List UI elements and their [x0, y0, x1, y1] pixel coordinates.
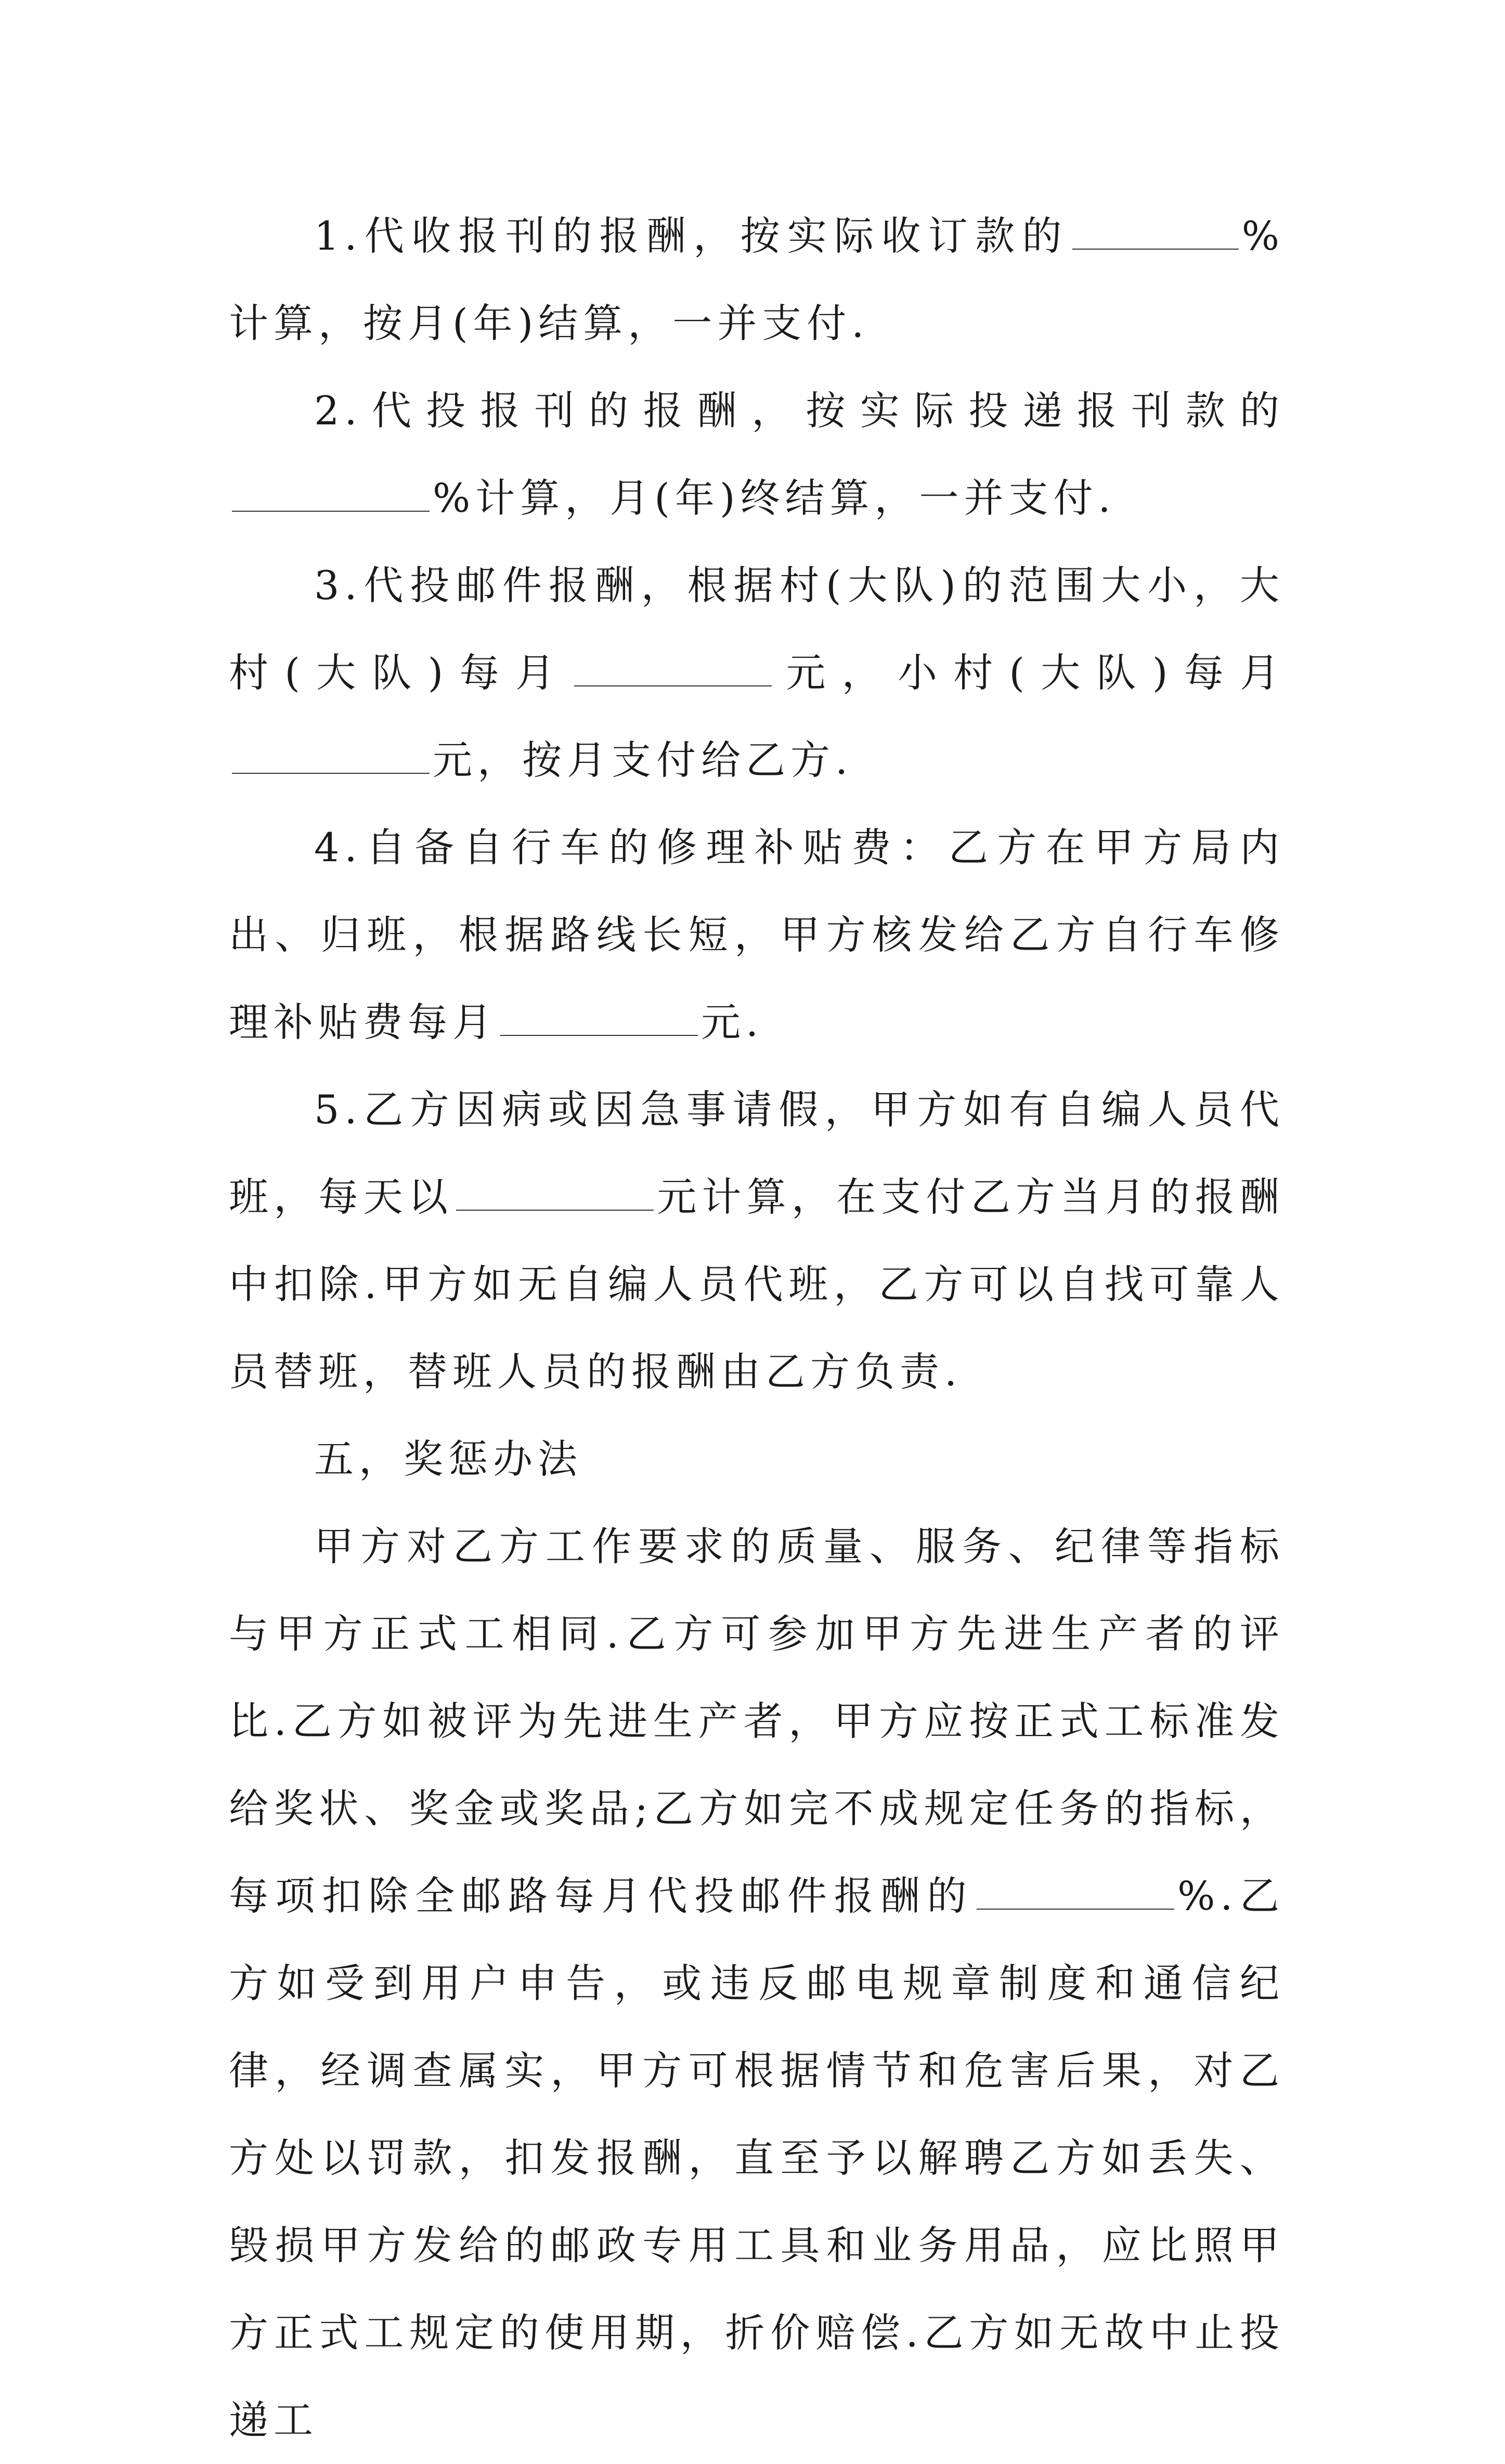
clause-5-text-b: 元计算，在支付乙方当月的报酬中扣除.甲方如无自编人员代班，乙方可以自找可靠人员替班，替班人员的报酬由乙方负责.	[229, 1174, 1285, 1395]
clause-5-text-a: 5.乙方因病或因急事请假，甲方如有自编人员代班，每天以	[229, 1086, 1285, 1220]
clause-4-paragraph	[229, 804, 1285, 1066]
clause-2-paragraph	[229, 367, 1285, 542]
blank-line	[574, 654, 772, 686]
blank-line	[456, 1178, 654, 1211]
section-5-text-a: 甲方对乙方工作要求的质量、服务、纪律等指标与甲方正式工相同.乙方可参加甲方先进生产者的评比.乙方如被评为先进生产者，甲方应按正式工标准发给奖状、奖金或奖品;乙方如完不成规定任务的指标，每项扣除全邮路每月代投邮件报酬的	[229, 1523, 1285, 1919]
section-5-text-b: %.乙方如受到用户申告，或违反邮电规章制度和通信纪律，经调查属实，甲方可根据情节和危害后果，对乙方处以罚款，扣发报酬，直至予以解聘乙方如丢失、毁损甲方发给的邮政专用工具和业务用品，应比照甲方正式工规定的使用期，折价赔偿.乙方如无故中止投递工	[229, 1873, 1285, 2443]
clause-2-text-a: 2.代投报刊的报酬，按实际投递报刊款的	[314, 387, 1285, 434]
section-heading: 五，奖惩办法	[314, 1436, 582, 1482]
clause-3-text-c: 元，按月支付给乙方.	[433, 737, 853, 783]
blank-line	[232, 479, 430, 512]
blank-line	[500, 1004, 698, 1036]
blank-line	[232, 742, 430, 774]
clause-3-text-a: 3.代投邮件报酬，根据村(大队)的范围大小，大村(大队)每月	[229, 562, 1285, 696]
section-5-paragraph	[229, 1503, 1285, 2464]
document-page	[229, 192, 1285, 2464]
blank-line	[1072, 217, 1239, 250]
clause-5-paragraph	[229, 1066, 1285, 1416]
clause-4-text-a: 4.自备自行车的修理补贴费：乙方在甲方局内出、归班，根据路线长短，甲方核发给乙方自行车修理补贴费每月	[229, 824, 1285, 1045]
clause-1-text-a: 1.代收报刊的报酬，按实际收订款的	[314, 213, 1069, 259]
clause-3-text-b: 元，小村(大队)每月	[775, 650, 1285, 696]
clause-3-paragraph	[229, 542, 1285, 804]
clause-2-text-b: %计算，月(年)终结算，一并支付.	[433, 475, 1116, 521]
clause-1-text-b: %计算，按月(年)结算，一并支付.	[229, 213, 1285, 346]
blank-line	[977, 1877, 1174, 1910]
clause-4-text-b: 元.	[701, 999, 764, 1045]
clause-1-paragraph	[229, 192, 1285, 367]
